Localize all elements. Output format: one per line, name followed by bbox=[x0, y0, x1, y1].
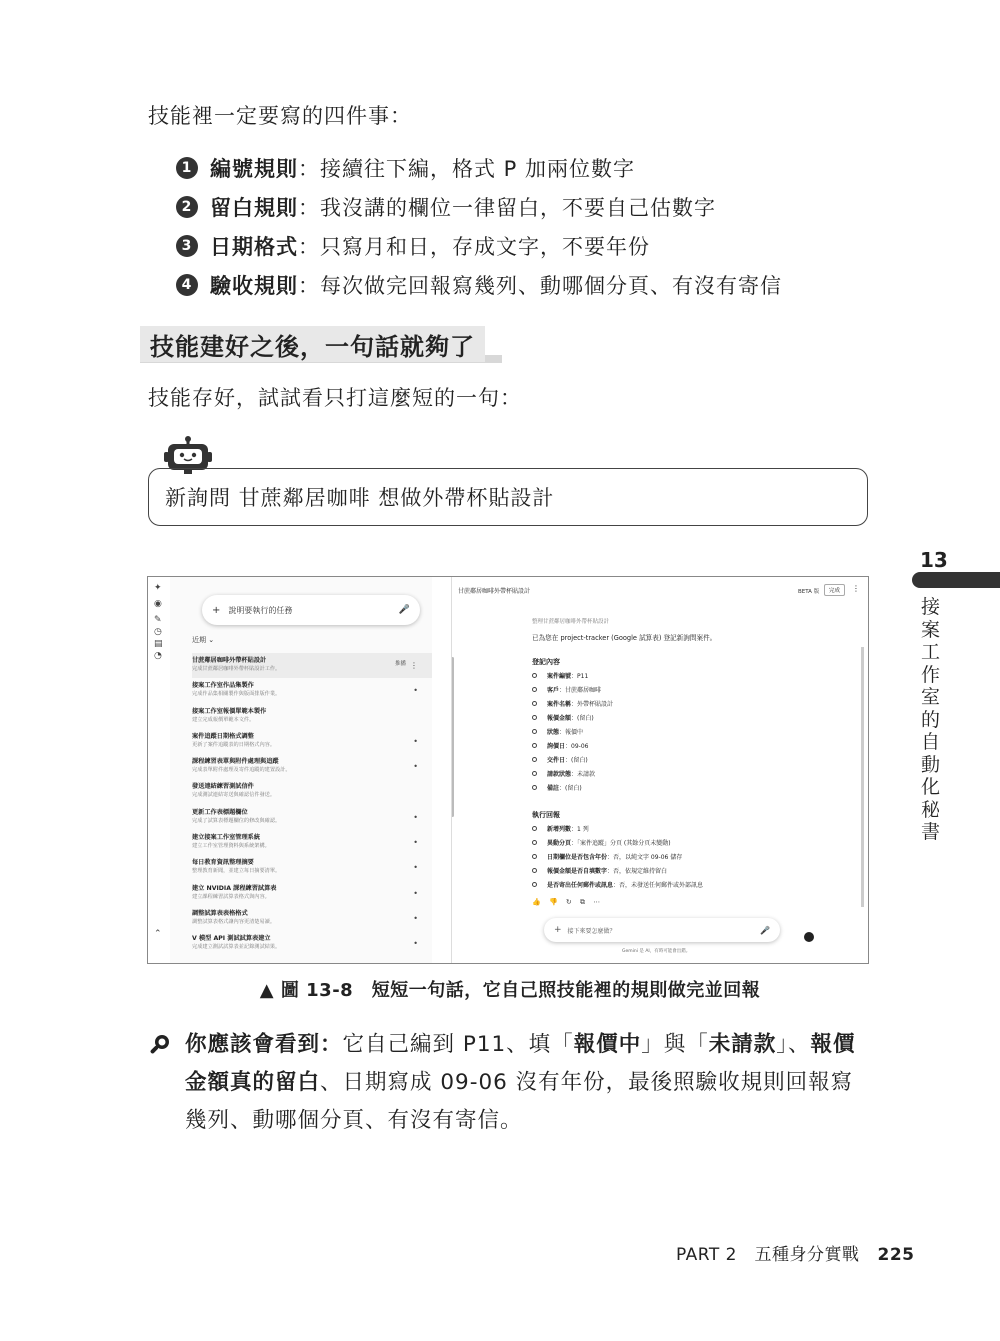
note-text: 」與「 bbox=[641, 1032, 709, 1057]
task-item[interactable] bbox=[192, 805, 432, 830]
result-pane bbox=[452, 577, 868, 963]
note-label: 你應該會看到： bbox=[185, 1032, 343, 1057]
field-item bbox=[532, 738, 613, 752]
report-key: 新增列數 bbox=[547, 826, 572, 834]
assistant-avatar-icon[interactable] bbox=[804, 932, 814, 942]
task-title: 接案工作室作品集製作 bbox=[192, 682, 254, 690]
task-sub: 調整試算表格式讓內容更清楚易讀。 bbox=[192, 918, 276, 925]
field-value: ：未請款 bbox=[571, 770, 596, 778]
page-number: 225 bbox=[877, 1245, 915, 1265]
report-key: 是否寄出任何郵件或訊息 bbox=[547, 882, 614, 889]
app-screenshot bbox=[147, 576, 869, 964]
task-sub: 建立完成報價單範本文件。 bbox=[192, 716, 255, 723]
chapter-title: 接案工作室的自動化秘書 bbox=[921, 596, 941, 843]
field-item bbox=[532, 725, 613, 739]
field-key: 報價金額 bbox=[547, 715, 572, 723]
note-bold: 未請款 bbox=[708, 1032, 777, 1057]
followup-input[interactable] bbox=[544, 918, 780, 942]
field-key: 交件日 bbox=[547, 756, 566, 764]
rule-label: 編號規則 bbox=[210, 156, 298, 181]
edit-icon: ✎ bbox=[154, 615, 162, 625]
task-item[interactable] bbox=[192, 678, 432, 703]
plus-icon: + bbox=[212, 604, 221, 616]
beta-label: BETA 版 bbox=[798, 589, 820, 595]
followup-placeholder: 接下來要怎麼做？ bbox=[567, 927, 616, 935]
field-item bbox=[532, 683, 613, 697]
task-item[interactable] bbox=[192, 729, 432, 754]
task-sub: 完成了試算表標題欄位的修改與確認。 bbox=[192, 817, 281, 824]
field-list bbox=[532, 669, 613, 794]
chapter-number: 13 bbox=[920, 548, 948, 572]
field-item bbox=[532, 766, 613, 780]
field-value: ：09-06 bbox=[565, 742, 589, 750]
eye-icon: ◉ bbox=[154, 599, 162, 609]
rule-label: 留白規則 bbox=[210, 195, 298, 220]
rule-item bbox=[176, 226, 782, 265]
part-label: PART 2 五種身分實戰 bbox=[676, 1245, 860, 1265]
field-key: 狀態 bbox=[547, 729, 560, 736]
task-title: 建立接案工作室管理系統 bbox=[192, 834, 261, 842]
task-item[interactable] bbox=[192, 754, 432, 779]
field-key: 詢價日 bbox=[547, 742, 566, 750]
task-sub: 完成作品集相關製作與版面排版作業。 bbox=[192, 691, 281, 698]
section-heading: 技能建好之後，一句話就夠了 bbox=[140, 326, 485, 362]
task-sub: 建立課程練習試算表格式與內容。 bbox=[192, 893, 270, 900]
prompt-box bbox=[148, 468, 868, 526]
document-icon: ▤ bbox=[154, 639, 163, 649]
task-item[interactable] bbox=[192, 855, 432, 880]
more-icon[interactable]: • bbox=[413, 913, 418, 923]
rule-item bbox=[176, 265, 782, 304]
note-bold: 報價金額真的留白 bbox=[185, 1032, 856, 1095]
task-list bbox=[192, 653, 432, 957]
rule-item bbox=[176, 187, 782, 226]
field-value: ：甘蔗鄰居咖啡 bbox=[559, 687, 602, 695]
field-item bbox=[532, 669, 613, 683]
note-text: 它自己編到 P11、填「 bbox=[342, 1032, 574, 1057]
task-sub: 完成表單附件處理及寄件追蹤的建置設計。 bbox=[192, 767, 291, 774]
task-title: 接案工作室報價單範本製作 bbox=[192, 707, 267, 715]
rule-text: ：每次做完回報寫幾列、動哪個分頁、有沒有寄信 bbox=[298, 273, 782, 298]
task-sub: 完成甘蔗鄰居咖啡外帶杯貼設計工作。 bbox=[192, 666, 281, 672]
field-item bbox=[532, 752, 613, 766]
task-title: 每日教育資訊整理摘要 bbox=[192, 859, 254, 867]
number-badge: 2 bbox=[176, 196, 198, 218]
more-icon[interactable]: • bbox=[413, 888, 418, 898]
task-item[interactable] bbox=[192, 704, 432, 729]
more-icon[interactable]: • bbox=[413, 686, 418, 696]
report-key: 報價金額是否自填數字 bbox=[547, 868, 608, 876]
icon-rail bbox=[148, 577, 170, 963]
status-note: 整理甘蔗鄰居咖啡外帶杯貼設計 bbox=[532, 619, 610, 625]
section-title: 執行回報 bbox=[532, 811, 560, 819]
plus-icon: + bbox=[554, 925, 562, 935]
task-pin-label[interactable]: 推播 bbox=[394, 661, 406, 667]
task-title: V 模型 API 測試試算表建立 bbox=[192, 935, 271, 943]
chapter-tab-bar bbox=[912, 572, 1000, 588]
report-item bbox=[532, 864, 703, 878]
task-sub: 完成建立測試試算表並記錄測試結果。 bbox=[192, 944, 281, 951]
intro-text: 技能裡一定要寫的四件事： bbox=[148, 104, 412, 128]
task-title: 案件追蹤日期格式調整 bbox=[192, 732, 254, 740]
task-sub: 更新了案件追蹤表的日期格式內容。 bbox=[192, 741, 276, 748]
mic-icon[interactable]: 🎤 bbox=[760, 925, 770, 935]
field-key: 客戶 bbox=[547, 687, 560, 695]
done-button[interactable]: 完成 bbox=[824, 584, 845, 596]
more-icon[interactable]: • bbox=[413, 838, 418, 848]
rule-text: ：只寫月和日，存成文字，不要年份 bbox=[298, 234, 650, 259]
field-value: ：(留白) bbox=[571, 715, 594, 723]
report-item bbox=[532, 850, 703, 864]
report-key: 異動分頁 bbox=[547, 840, 572, 848]
rules-list bbox=[176, 148, 782, 304]
rule-text: ：我沒講的欄位一律留白，不要自己估數字 bbox=[298, 195, 716, 220]
rule-text: ：接續往下編，格式 P 加兩位數字 bbox=[298, 156, 636, 181]
disclaimer: Gemini 是 AI，有時可能會出錯。 bbox=[622, 949, 691, 954]
section-title: 登記內容 bbox=[532, 658, 560, 666]
mic-icon: 🎤 bbox=[398, 605, 410, 615]
report-item bbox=[532, 836, 703, 850]
intro-text-2: 技能存好，試試看只打這麼短的一句： bbox=[148, 386, 522, 410]
report-item bbox=[532, 822, 703, 836]
field-item bbox=[532, 711, 613, 725]
note-bold: 報價中 bbox=[573, 1032, 642, 1057]
more-icon[interactable]: • bbox=[413, 939, 418, 949]
more-icon[interactable]: ⋮ bbox=[410, 661, 418, 670]
field-value: ：外帶杯貼設計 bbox=[571, 701, 614, 709]
number-badge: 3 bbox=[176, 235, 198, 257]
result-summary: 已為您在 project-tracker (Google 試算表) 登記新詢問案件。 bbox=[532, 634, 717, 642]
rule-label: 驗收規則 bbox=[210, 273, 298, 298]
number-badge: 1 bbox=[176, 157, 198, 179]
note-text: 」、 bbox=[776, 1032, 811, 1057]
task-item[interactable] bbox=[192, 830, 432, 855]
field-value: ：(留白) bbox=[559, 784, 582, 792]
task-title: 更新工作表標題欄位 bbox=[192, 808, 248, 816]
more-icon[interactable]: • bbox=[413, 812, 418, 822]
task-sidebar bbox=[170, 577, 432, 963]
search-placeholder: 說明要執行的任務 bbox=[228, 605, 293, 615]
task-title: 調整試算表表格格式 bbox=[192, 909, 248, 917]
report-list bbox=[532, 822, 703, 891]
result-scrollbar[interactable] bbox=[861, 647, 864, 907]
more-icon[interactable]: • bbox=[413, 762, 418, 772]
report-item bbox=[532, 878, 703, 892]
collapse-icon: ⌃ bbox=[154, 929, 162, 939]
report-key: 日期欄位是否包含年份 bbox=[547, 854, 608, 862]
task-item[interactable] bbox=[192, 881, 432, 906]
note-paragraph bbox=[148, 1026, 870, 1140]
field-value: ：(留白) bbox=[565, 756, 588, 764]
figure-caption: ▲ 圖 13-8 短短一句話，它自己照技能裡的規則做完並回報 bbox=[259, 980, 761, 1001]
recent-text: 近期 bbox=[192, 636, 206, 644]
report-value: ：「案件追蹤」分頁 (其餘分頁未變動) bbox=[571, 840, 671, 848]
rule-label: 日期格式 bbox=[210, 234, 298, 259]
task-title: 建立 NVIDIA 課程練習試算表 bbox=[192, 884, 277, 892]
task-item[interactable] bbox=[192, 779, 432, 804]
field-key: 備註 bbox=[547, 784, 560, 792]
task-search-input[interactable] bbox=[202, 595, 420, 625]
feedback-icons[interactable]: 👍 👎 ↻ ⧉ ⋯ bbox=[532, 898, 604, 906]
field-item bbox=[532, 780, 613, 794]
more-icon[interactable]: • bbox=[413, 736, 418, 746]
task-item[interactable] bbox=[192, 906, 432, 931]
report-value: ：否，以純文字 09-06 儲存 bbox=[607, 854, 683, 862]
history-icon: ◷ bbox=[154, 627, 162, 637]
field-key: 案件名稱 bbox=[547, 701, 572, 709]
task-title: 課程練習表單與附件處理與追蹤 bbox=[192, 758, 279, 766]
task-title: 發送連結練習測試信件 bbox=[192, 783, 254, 791]
task-sub: 完成測試連結寄送與確認信件發送。 bbox=[192, 792, 276, 799]
recent-label: 近期 ⌄ bbox=[192, 636, 215, 644]
task-item[interactable] bbox=[192, 931, 432, 956]
task-item[interactable] bbox=[192, 653, 432, 678]
add-icon: ✦ bbox=[154, 583, 162, 593]
more-icon[interactable]: ⋮ bbox=[852, 584, 860, 593]
prompt-text: 新詢問 甘蔗鄰居咖啡 想做外帶杯貼設計 bbox=[165, 486, 555, 510]
report-value: ：否，依規定維持留白 bbox=[607, 868, 668, 876]
field-key: 請款狀態 bbox=[547, 770, 572, 778]
page-footer bbox=[676, 1240, 914, 1265]
task-title: 甘蔗鄰居咖啡外帶杯貼設計 bbox=[192, 657, 267, 664]
report-value: ：否，未發送任何郵件或外部訊息 bbox=[613, 882, 704, 889]
field-value: ：P11 bbox=[571, 673, 589, 681]
field-value: ：報價中 bbox=[559, 729, 584, 736]
more-icon[interactable]: • bbox=[413, 863, 418, 873]
rule-item bbox=[176, 148, 782, 187]
number-badge: 4 bbox=[176, 274, 198, 296]
report-value: ：1 列 bbox=[571, 826, 589, 834]
note-text: 、日期寫成 09-06 沒有年份，最後照驗收規則回報寫幾列、動哪個分頁、有沒有寄信。 bbox=[185, 1070, 854, 1133]
field-key: 案件編號 bbox=[547, 673, 572, 681]
task-sub: 整理教育新聞，並建立每日摘要清單。 bbox=[192, 868, 281, 875]
doc-title: 甘蔗鄰居咖啡外帶杯貼設計 bbox=[458, 588, 531, 595]
bell-icon: ◔ bbox=[154, 651, 162, 661]
task-sub: 建立工作室管理資料與系統架構。 bbox=[192, 843, 270, 850]
field-item bbox=[532, 697, 613, 711]
